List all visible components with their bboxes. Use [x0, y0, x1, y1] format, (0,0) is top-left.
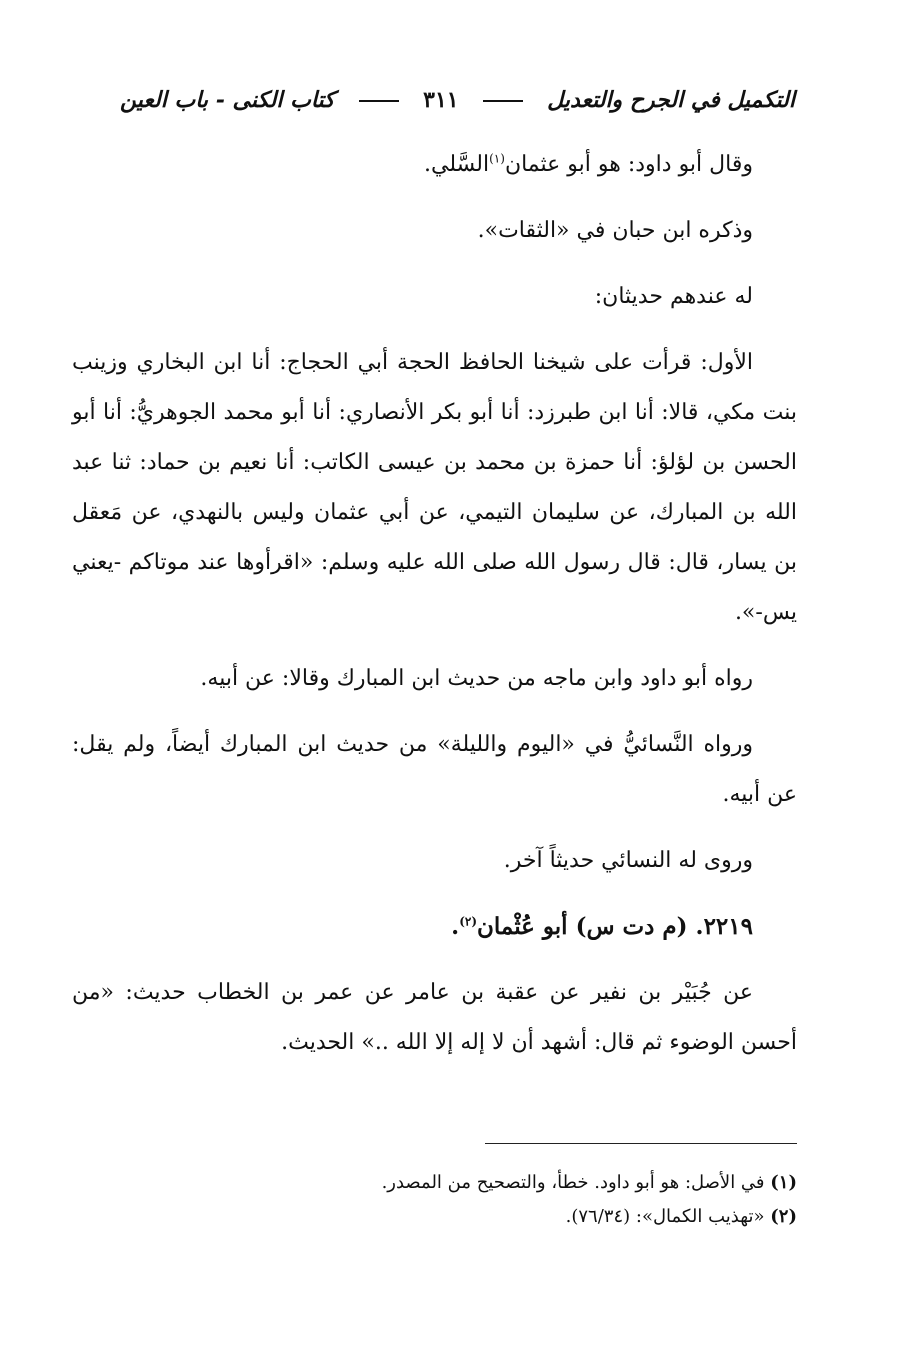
footnote-divider: [485, 1143, 797, 1144]
footnote: [72, 1200, 797, 1234]
footnote-text: في الأصل: هو أبو داود. خطأ، والتصحيح من المصدر.: [381, 1172, 765, 1193]
page-number: ٣١١: [423, 87, 459, 113]
footnote-number: (١): [770, 1172, 797, 1193]
paragraph: عن جُبَيْر بن نفير عن عقبة بن عامر عن عمر بن الخطاب حديث: «من أحسن الوضوء ثم قال: أشهد أن لا إله إلا الله ..» الحديث.: [72, 980, 797, 1055]
paragraph: [72, 140, 797, 190]
paragraph: وروى له النسائي حديثاً آخر.: [503, 848, 753, 873]
header-separator: [473, 87, 533, 113]
entry-title: ٢٢١٩. (م دت س) أبو عُثْمان: [477, 913, 753, 940]
footnote-ref: (١): [489, 151, 505, 166]
running-header: [120, 82, 795, 118]
footnote-text: «تهذيب الكمال»: (٧٦/٣٤).: [565, 1206, 765, 1227]
paragraph-text: السَّلي.: [424, 152, 490, 177]
footnote: [72, 1166, 797, 1200]
book-title: التكميل في الجرح والتعديل: [547, 87, 795, 113]
paragraph: رواه أبو داود وابن ماجه من حديث ابن المبارك وقالا: عن أبيه.: [200, 666, 753, 691]
footnotes: [72, 1166, 797, 1234]
main-text: [72, 140, 797, 1068]
header-separator: [349, 87, 409, 113]
footnote-ref: (٢): [459, 914, 478, 929]
paragraph: له عندهم حديثان:: [594, 284, 753, 309]
entry-title: .: [451, 913, 460, 940]
paragraph: الأول: قرأت على شيخنا الحافظ الحجة أبي الحجاج: أنا ابن البخاري وزينب بنت مكي، قالا: أنا ابن طبرزد: أنا أبو بكر الأنصاري: أنا أبو محمد الجوهريُّ: أنا أبو الحسن بن لؤلؤ: أنا حمزة بن محمد بن عيسى الكاتب: أنا نعيم بن حماد: ثنا عبد الله بن المبارك، عن سليمان التيمي، عن أبي عثمان وليس بالنهدي، عن مَعقل بن يسار، قال: قال رسول الله صلى الله عليه وسلم: «اقرأوها عند موتاكم -يعني يس-».: [72, 350, 797, 625]
paragraph: ورواه النَّسائيُّ في «اليوم والليلة» من حديث ابن المبارك أيضاً، ولم يقل: عن أبيه.: [72, 732, 797, 807]
footnote-number: (٢): [770, 1206, 797, 1227]
paragraph-text: وقال أبو داود: هو أبو عثمان: [504, 152, 753, 177]
entry-heading: [72, 902, 797, 952]
section-title: كتاب الكنى - باب العين: [120, 87, 335, 113]
paragraph: وذكره ابن حبان في «الثقات».: [477, 218, 753, 243]
